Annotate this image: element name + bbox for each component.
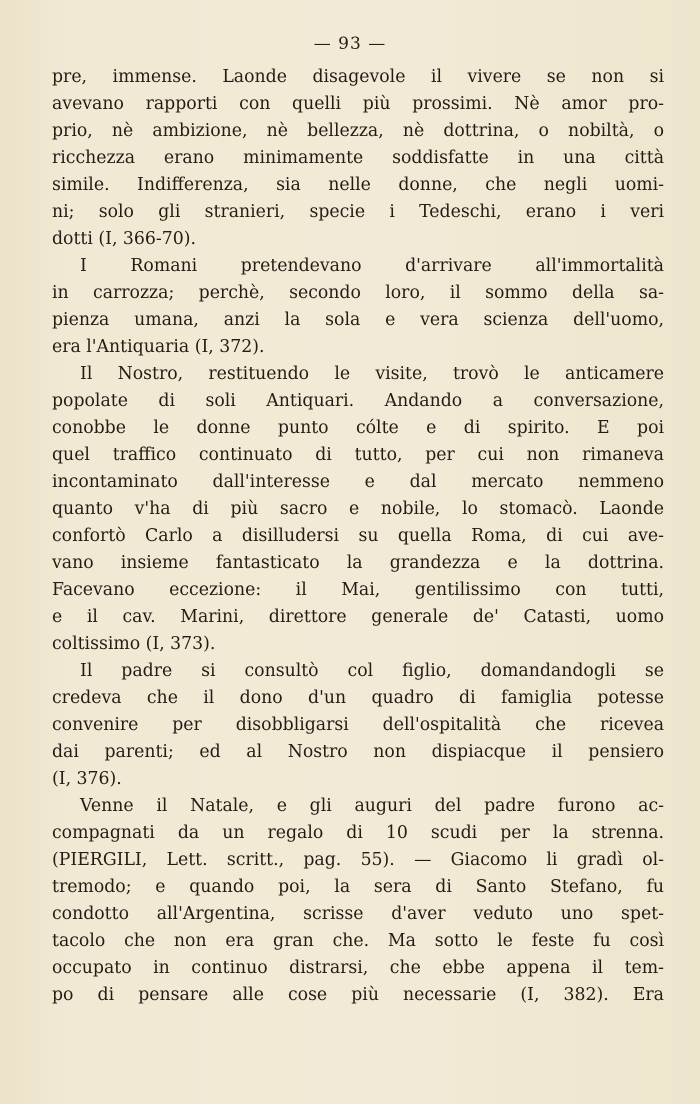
text-line: coltissimo (I, 373). (52, 634, 216, 654)
text-line: dotti (I, 366-70). (52, 229, 196, 249)
text-line: (I, 376). (52, 769, 122, 789)
text-line: dai parenti; ed al Nostro non dispiacque il pensiero (52, 742, 664, 762)
text-line: in carrozza; perchè, secondo loro, il sommo della sa- (52, 283, 664, 303)
text-line: era l'Antiquaria (I, 372). (52, 337, 265, 357)
text-line: simile. Indifferenza, sia nelle donne, che negli uomi- (52, 175, 664, 195)
text-line: Il Nostro, restituendo le visite, trovò le anticamere (80, 364, 664, 384)
text-line: condotto all'Argentina, scrisse d'aver veduto uno spet- (52, 904, 664, 924)
text-line: pienza umana, anzi la sola e vera scienza dell'uomo, (52, 310, 664, 330)
text-line: I Romani pretendevano d'arrivare all'immortalità (80, 256, 664, 276)
text-line: prio, nè ambizione, nè bellezza, nè dottrina, o nobiltà, o (52, 121, 664, 141)
paragraph (52, 253, 664, 361)
text-line: occupato in continuo distrarsi, che ebbe appena il tem- (52, 958, 664, 978)
text-line: credeva che il dono d'un quadro di famiglia potesse (52, 688, 664, 708)
text-line: ricchezza erano minimamente soddisfatte in una città (52, 148, 664, 168)
text-line: Venne il Natale, e gli auguri del padre furono ac- (80, 796, 664, 816)
paragraph (52, 361, 664, 658)
text-line: ni; solo gli stranieri, specie i Tedeschi, erano i veri (52, 202, 664, 222)
body-text (52, 64, 664, 1009)
text-line: incontaminato dall'interesse e dal mercato nemmeno (52, 472, 664, 492)
text-line: pre, immense. Laonde disagevole il vivere se non si (52, 67, 664, 87)
text-line: e il cav. Marini, direttore generale de' Catasti, uomo (52, 607, 664, 627)
text-line: tremodo; e quando poi, la sera di Santo Stefano, fu (52, 877, 664, 897)
paragraph (52, 793, 664, 1009)
paragraph (52, 658, 664, 793)
text-line: avevano rapporti con quelli più prossimi. Nè amor pro- (52, 94, 664, 114)
text-line: po di pensare alle cose più necessarie (I, 382). Era (52, 985, 664, 1005)
text-line: convenire per disobbligarsi dell'ospitalità che ricevea (52, 715, 664, 735)
text-line: Facevano eccezione: il Mai, gentilissimo con tutti, (52, 580, 664, 600)
text-line: vano insieme fantasticato la grandezza e la dottrina. (52, 553, 664, 573)
text-line: conobbe le donne punto cólte e di spirito. E poi (52, 418, 664, 438)
text-line: Il padre si consultò col figlio, domandandogli se (80, 661, 664, 681)
text-line: quel traffico continuato di tutto, per cui non rimaneva (52, 445, 664, 465)
text-line: confortò Carlo a disilludersi su quella Roma, di cui ave- (52, 526, 664, 546)
text-line: (PIERGILI, Lett. scritt., pag. 55). — Giacomo li gradì ol- (52, 850, 664, 870)
text-line: popolate di soli Antiquari. Andando a conversazione, (52, 391, 664, 411)
page-number-header: — 93 — (313, 34, 387, 54)
text-line: compagnati da un regalo di 10 scudi per la strenna. (52, 823, 664, 843)
text-line: tacolo che non era gran che. Ma sotto le feste fu così (52, 931, 664, 951)
paragraph (52, 64, 664, 253)
text-line: quanto v'ha di più sacro e nobile, lo stomacò. Laonde (52, 499, 664, 519)
